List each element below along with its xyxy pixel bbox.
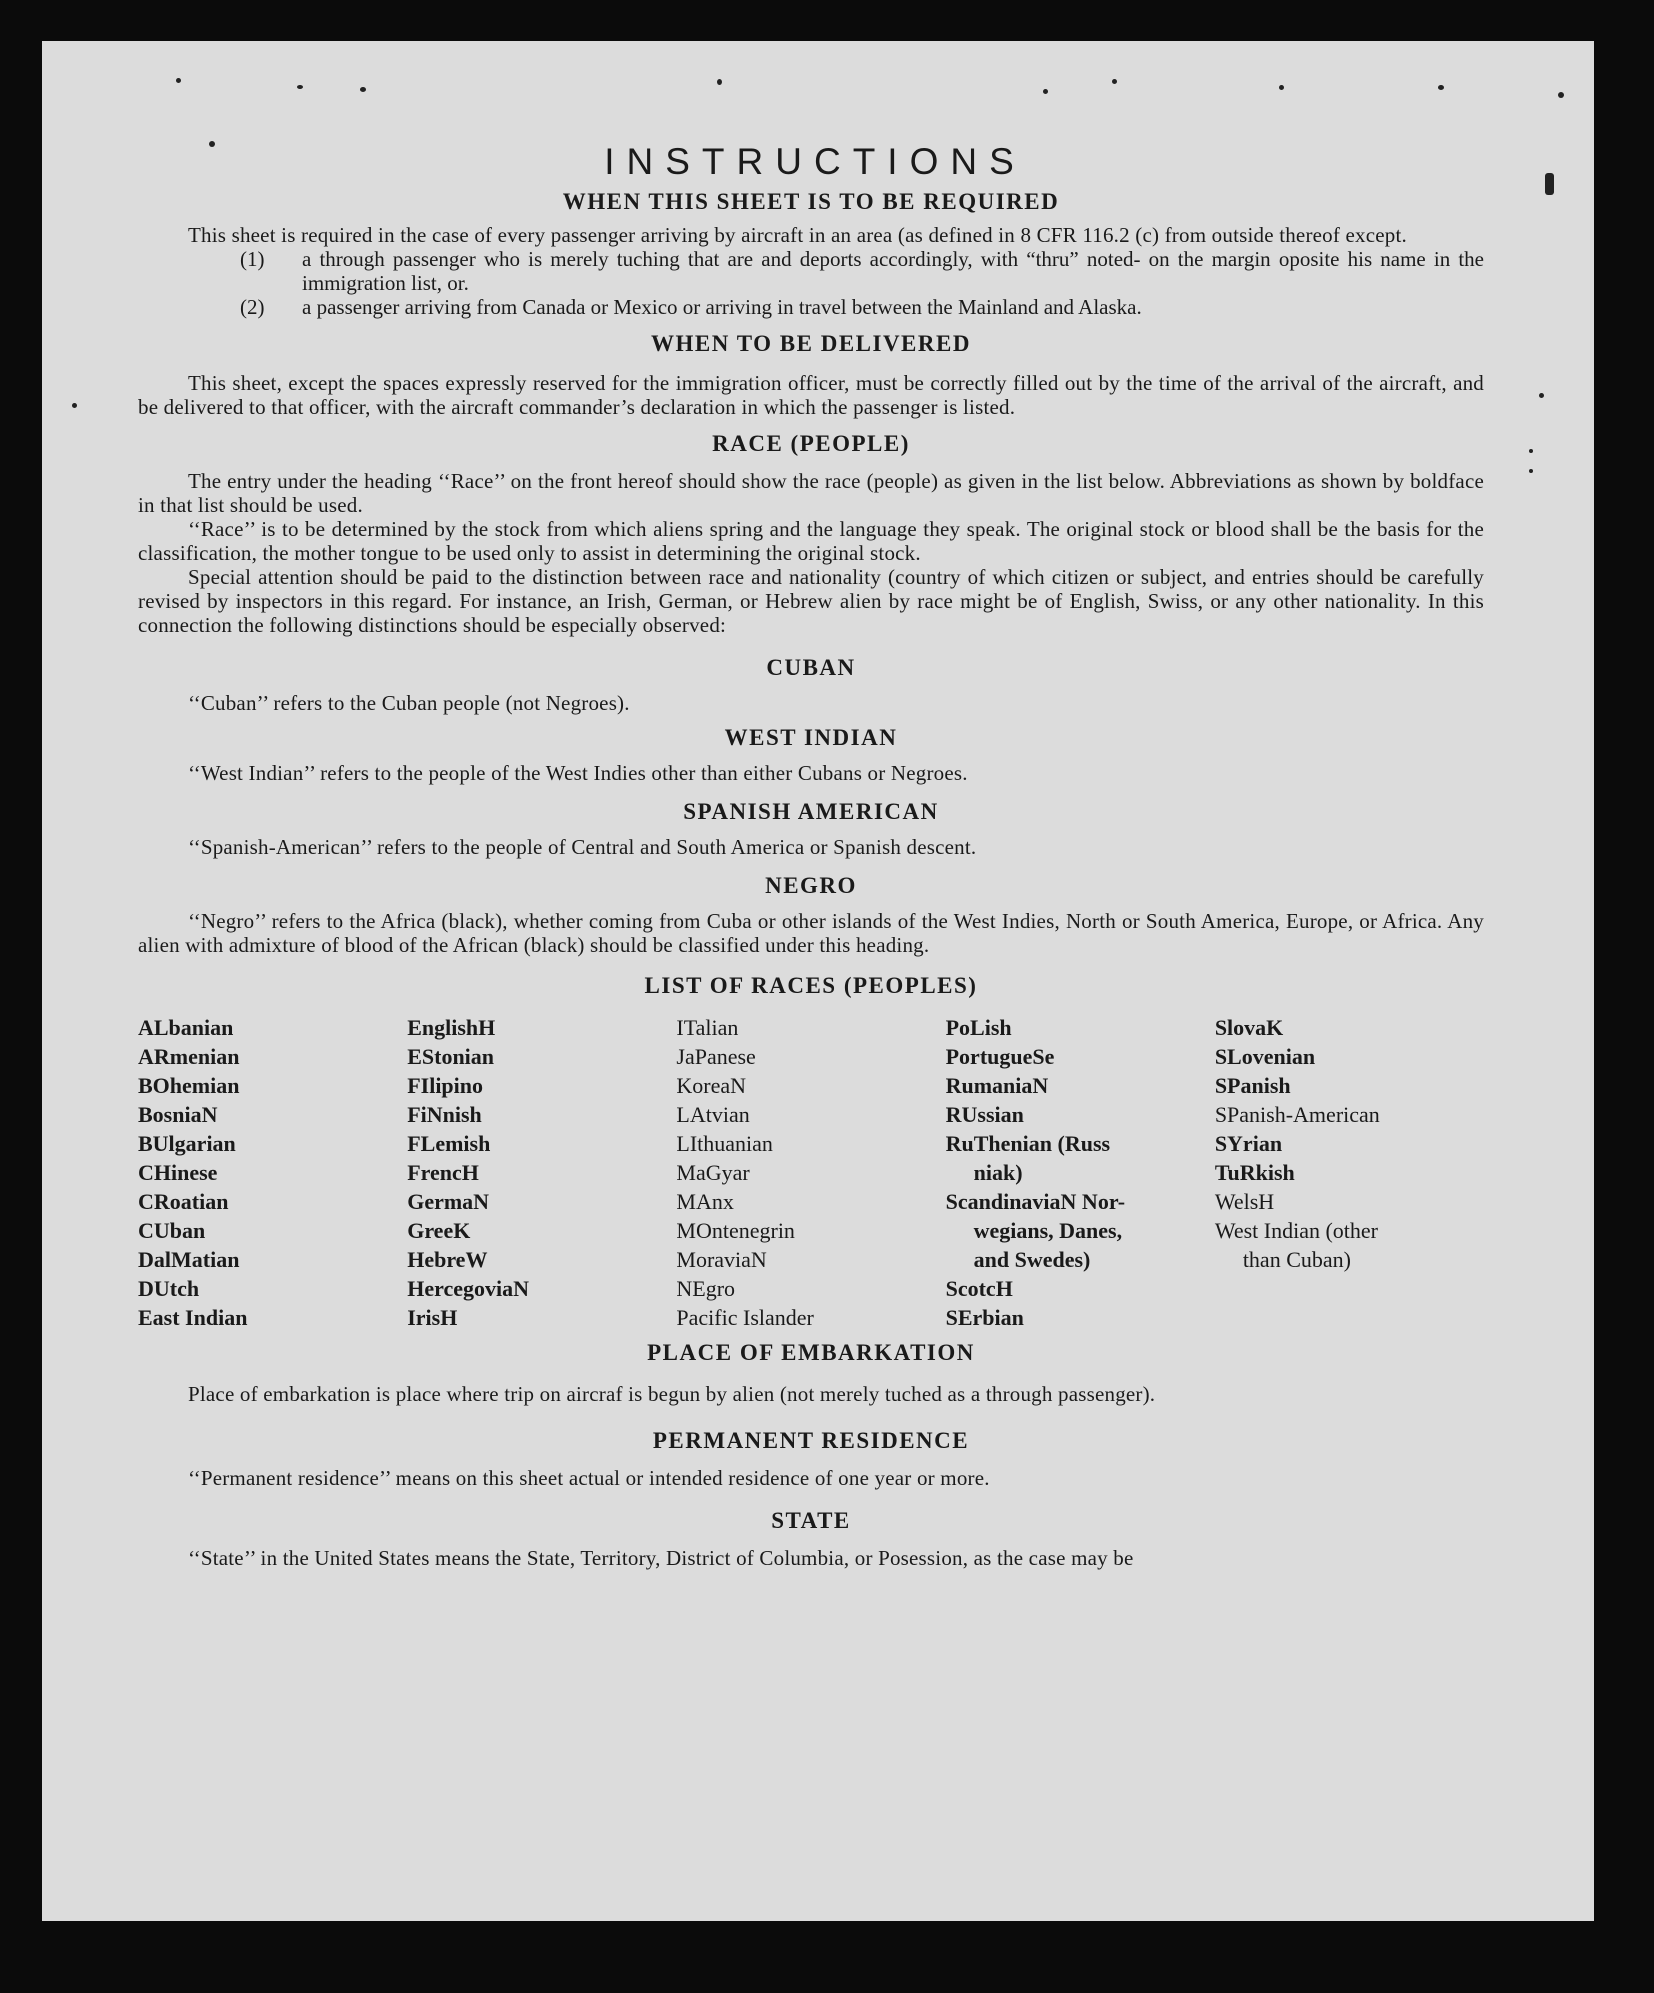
- race-entry: MoraviaN: [676, 1247, 767, 1272]
- item-number: (1): [240, 247, 265, 271]
- para-spanish-american: ‘‘Spanish-American’’ refers to the people of Central and South America or Spanish descent.: [188, 835, 977, 859]
- list-item: [138, 247, 1484, 295]
- heading-when-delivered: WHEN TO BE DELIVERED: [651, 331, 971, 356]
- para-west-indian: ‘‘West Indian’’ refers to the people of the West Indies other than either Cubans or Negroes.: [188, 761, 968, 785]
- race-entry: SYrian: [1214, 1131, 1283, 1156]
- scan-speck: [1529, 469, 1533, 473]
- document-sheet: [42, 41, 1594, 1921]
- heading-embarkation: PLACE OF EMBARKATION: [647, 1340, 975, 1365]
- race-entry: Pacific Islander: [676, 1305, 814, 1330]
- para-race-1: The entry under the heading ‘‘Race’’ on the front hereof should show the race (people) as given in the list below. Abbreviations as shown by boldface in that list should be used.: [138, 469, 1484, 517]
- heading-when-required: WHEN THIS SHEET IS TO BE REQUIRED: [562, 189, 1060, 214]
- race-entry: BUlgarian: [138, 1131, 236, 1156]
- races-column-4: [946, 1013, 1215, 1332]
- race-entry: RuThenian (Russ: [945, 1131, 1111, 1156]
- scan-speck: [360, 87, 366, 92]
- item-number: (2): [240, 295, 265, 319]
- para-race-3: Special attention should be paid to the distinction between race and nationality (country of which citizen or subject, and entries should be carefully revised by inspectors in this regard. For instance, an Irish, German, or Hebrew alien by race might be of English, Swiss, or any other nationality. In this connection the following distinctions should be especially observed:: [138, 565, 1484, 637]
- race-entry: HebreW: [407, 1247, 488, 1272]
- race-entry: NEgro: [676, 1276, 736, 1301]
- scan-speck: [1529, 449, 1533, 453]
- race-entry: ScandinaviaN Nor-: [945, 1189, 1126, 1214]
- scan-speck: [1539, 393, 1544, 398]
- race-entry: MOntenegrin: [676, 1218, 795, 1243]
- item-text: a passenger arriving from Canada or Mexico or arriving in travel between the Mainland and Alaska.: [302, 295, 1142, 319]
- list-item: [138, 295, 1484, 319]
- race-entry: SlovaK: [1214, 1015, 1284, 1040]
- scan-speck: [1279, 85, 1284, 90]
- heading-cuban: CUBAN: [766, 655, 856, 680]
- scan-speck: [72, 403, 77, 408]
- race-entry: GermaN: [407, 1189, 490, 1214]
- race-entry: ScotcH: [945, 1276, 1013, 1301]
- para-cuban: ‘‘Cuban’’ refers to the Cuban people (not Negroes).: [188, 691, 630, 715]
- item-text: a through passenger who is merely tuching that are and deports accordingly, with “thru” noted- on the margin oposite his name in the immigration list, or.: [302, 247, 1484, 295]
- race-entry: RUssian: [945, 1102, 1024, 1127]
- race-entry: FIlipino: [407, 1073, 484, 1098]
- heading-state: STATE: [771, 1508, 851, 1533]
- races-column-3: [676, 1013, 945, 1332]
- scan-speck: [297, 85, 303, 89]
- race-entry: IrisH: [407, 1305, 458, 1330]
- race-entry: BOhemian: [138, 1073, 240, 1098]
- scan-speck: [717, 79, 722, 85]
- para-state: ‘‘State’’ in the United States means the State, Territory, District of Columbia, or Posession, as the case may be: [188, 1546, 1134, 1570]
- race-entry: DUtch: [138, 1276, 200, 1301]
- scan-speck: [209, 141, 215, 147]
- para-negro: ‘‘Negro’’ refers to the Africa (black), whether coming from Cuba or other islands of the West Indies, North or South America, Europe, or Africa. Any alien with admixture of blood of the African (black) should be classified under this heading.: [138, 909, 1484, 957]
- page-title: INSTRUCTIONS: [604, 141, 1026, 182]
- race-entry: FLemish: [407, 1131, 491, 1156]
- race-entry: wegians, Danes,: [973, 1218, 1123, 1243]
- heading-spanish-american: SPANISH AMERICAN: [683, 799, 939, 824]
- race-entry: EStonian: [407, 1044, 495, 1069]
- race-entry: than Cuban): [1242, 1247, 1351, 1272]
- races-list: [138, 1013, 1484, 1332]
- para-when-required: This sheet is required in the case of every passenger arriving by aircraft in an area (as defined in 8 CFR 116.2 (c) from outside thereof except.: [188, 223, 1407, 247]
- race-entry: KoreaN: [676, 1073, 747, 1098]
- scan-speck: [1043, 89, 1048, 94]
- scan-speck: [1112, 79, 1117, 84]
- race-entry: East Indian: [138, 1305, 248, 1330]
- para-race-2: ‘‘Race’’ is to be determined by the stock from which aliens spring and the language they speak. The original stock or blood shall be the basis for the classification, the mother tongue to be used only to assist in determining the original stock.: [138, 517, 1484, 565]
- race-entry: CHinese: [138, 1160, 218, 1185]
- scan-speck: [1545, 173, 1554, 195]
- race-entry: DalMatian: [138, 1247, 240, 1272]
- scan-speck: [176, 78, 181, 83]
- race-entry: SLovenian: [1214, 1044, 1316, 1069]
- para-permanent-residence: ‘‘Permanent residence’’ means on this sheet actual or intended residence of one year or more.: [188, 1466, 990, 1490]
- race-entry: JaPanese: [676, 1044, 756, 1069]
- scan-speck: [1438, 85, 1444, 90]
- race-entry: GreeK: [407, 1218, 471, 1243]
- race-entry: LAtvian: [676, 1102, 750, 1127]
- race-entry: HercegoviaN: [407, 1276, 529, 1301]
- race-entry: and Swedes): [973, 1247, 1091, 1272]
- race-entry: MAnx: [676, 1189, 734, 1214]
- para-embarkation: Place of embarkation is place where trip on aircraf is begun by alien (not merely tuched as a through passenger).: [188, 1382, 1156, 1406]
- heading-permanent-residence: PERMANENT RESIDENCE: [652, 1428, 970, 1453]
- race-entry: SPanish: [1214, 1073, 1291, 1098]
- race-entry: MaGyar: [676, 1160, 750, 1185]
- race-entry: niak): [973, 1160, 1023, 1185]
- race-entry: PoLish: [945, 1015, 1012, 1040]
- heading-list-of-races: LIST OF RACES (PEOPLES): [644, 973, 978, 998]
- race-entry: SErbian: [945, 1305, 1024, 1330]
- race-entry: LIthuanian: [676, 1131, 773, 1156]
- race-entry: RumaniaN: [945, 1073, 1049, 1098]
- heading-race: RACE (PEOPLE): [712, 431, 910, 456]
- race-entry: West Indian (other: [1214, 1218, 1378, 1243]
- race-entry: PortugueSe: [945, 1044, 1055, 1069]
- races-column-2: [407, 1013, 676, 1332]
- races-column-5: [1215, 1013, 1484, 1332]
- race-entry: SPanish-American: [1214, 1102, 1380, 1127]
- para-when-delivered: This sheet, except the spaces expressly reserved for the immigration officer, must be correctly filled out by the time of the arrival of the aircraft, and be delivered to that officer, with the aircraft commander’s declaration in which the passenger is listed.: [138, 371, 1484, 419]
- heading-west-indian: WEST INDIAN: [724, 725, 898, 750]
- race-entry: EnglishH: [407, 1015, 496, 1040]
- race-entry: BosniaN: [138, 1102, 218, 1127]
- scan-speck: [1558, 92, 1564, 98]
- race-entry: TuRkish: [1214, 1160, 1295, 1185]
- race-entry: ALbanian: [138, 1015, 234, 1040]
- race-entry: FiNnish: [407, 1102, 482, 1127]
- race-entry: ARmenian: [138, 1044, 240, 1069]
- race-entry: CRoatian: [138, 1189, 229, 1214]
- heading-negro: NEGRO: [765, 873, 857, 898]
- race-entry: ITalian: [676, 1015, 739, 1040]
- race-entry: WelsH: [1214, 1189, 1275, 1214]
- race-entry: CUban: [138, 1218, 206, 1243]
- race-entry: FrencH: [407, 1160, 479, 1185]
- races-column-1: [138, 1013, 407, 1332]
